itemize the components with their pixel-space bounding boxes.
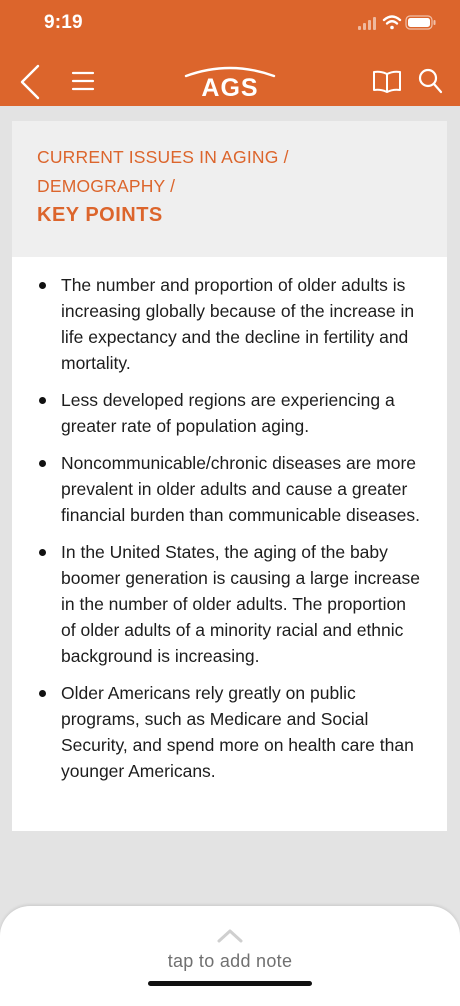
list-item — [12, 680, 447, 784]
home-indicator[interactable] — [148, 981, 312, 986]
signal-icon — [358, 17, 376, 30]
list-item-text: Less developed regions are experiencing a greater rate of population aging. — [61, 390, 395, 436]
list-item-text: The number and proportion of older adults is increasing globally because of the increase in life expectancy and the decline in fertility and mortality. — [61, 275, 415, 373]
key-points-list — [12, 272, 447, 795]
book-button[interactable] — [372, 70, 402, 94]
list-item — [12, 387, 447, 439]
list-item — [12, 539, 447, 669]
list-item-text: Older Americans rely greatly on public programs, such as Medicare and Social Security, and spend more on health care than younger Americans. — [61, 683, 414, 781]
status-indicators — [358, 14, 438, 34]
bullet-icon — [39, 690, 46, 697]
back-button[interactable] — [18, 64, 42, 100]
section-header — [12, 121, 447, 257]
app-header — [0, 0, 460, 106]
wifi-icon — [384, 17, 400, 30]
menu-button[interactable] — [71, 71, 95, 91]
list-item — [12, 450, 447, 528]
list-item-text: In the United States, the aging of the baby boomer generation is causing a large increase in the number of older adults. The proportion of older adults of a minority racial and ethnic background is increasing. — [61, 542, 420, 666]
breadcrumb-chapter[interactable]: CURRENT ISSUES IN AGING / — [37, 147, 289, 167]
bullet-icon — [39, 460, 46, 467]
add-note-label[interactable]: tap to add note — [167, 951, 293, 971]
bullet-icon — [39, 397, 46, 404]
add-note-sheet[interactable] — [0, 906, 460, 1006]
breadcrumb-section[interactable]: DEMOGRAPHY / — [37, 176, 176, 196]
list-item — [12, 272, 447, 376]
logo-text: AGS — [201, 74, 259, 102]
bullet-icon — [39, 282, 46, 289]
bullet-icon — [39, 549, 46, 556]
content-card — [12, 121, 447, 831]
chevron-up-icon[interactable] — [216, 928, 244, 944]
status-time: 9:19 — [44, 12, 83, 33]
battery-icon — [406, 16, 436, 29]
page-title: KEY POINTS — [37, 204, 163, 226]
ags-logo — [180, 62, 280, 100]
search-button[interactable] — [418, 68, 444, 96]
list-item-text: Noncommunicable/chronic diseases are more prevalent in older adults and cause a greater financial burden than communicable diseases. — [61, 453, 420, 525]
